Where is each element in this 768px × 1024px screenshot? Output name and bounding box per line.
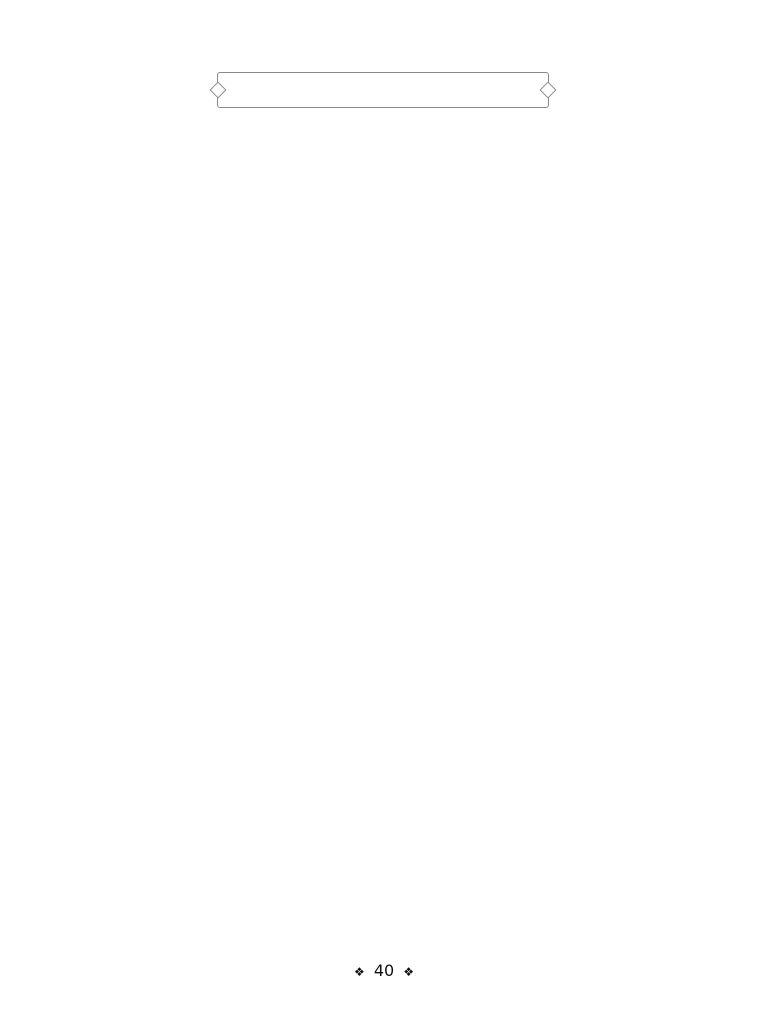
intro-paragraph <box>104 112 662 180</box>
document-page <box>104 72 662 925</box>
numbered-paragraph-4 <box>104 541 662 609</box>
page-footer <box>0 961 768 980</box>
diamond-ornament-icon: ❖ <box>403 964 415 979</box>
numbered-paragraph-1 <box>104 180 662 270</box>
numbered-paragraph-6 <box>104 654 662 789</box>
title-frame <box>217 72 549 108</box>
title-ornament-left <box>210 82 227 99</box>
diamond-ornament-icon: ❖ <box>353 964 365 979</box>
numbered-paragraph-5 <box>104 609 662 654</box>
numbered-paragraph-7 <box>104 789 662 857</box>
commentary-paragraph-1 <box>104 270 662 338</box>
numbered-paragraph-2 <box>104 338 662 406</box>
page-number: 40 <box>373 961 395 980</box>
numbered-paragraph-3 <box>104 451 662 541</box>
numbered-paragraph-8 <box>104 857 662 925</box>
commentary-paragraph-2 <box>104 406 662 451</box>
title-ornament-right <box>540 82 557 99</box>
